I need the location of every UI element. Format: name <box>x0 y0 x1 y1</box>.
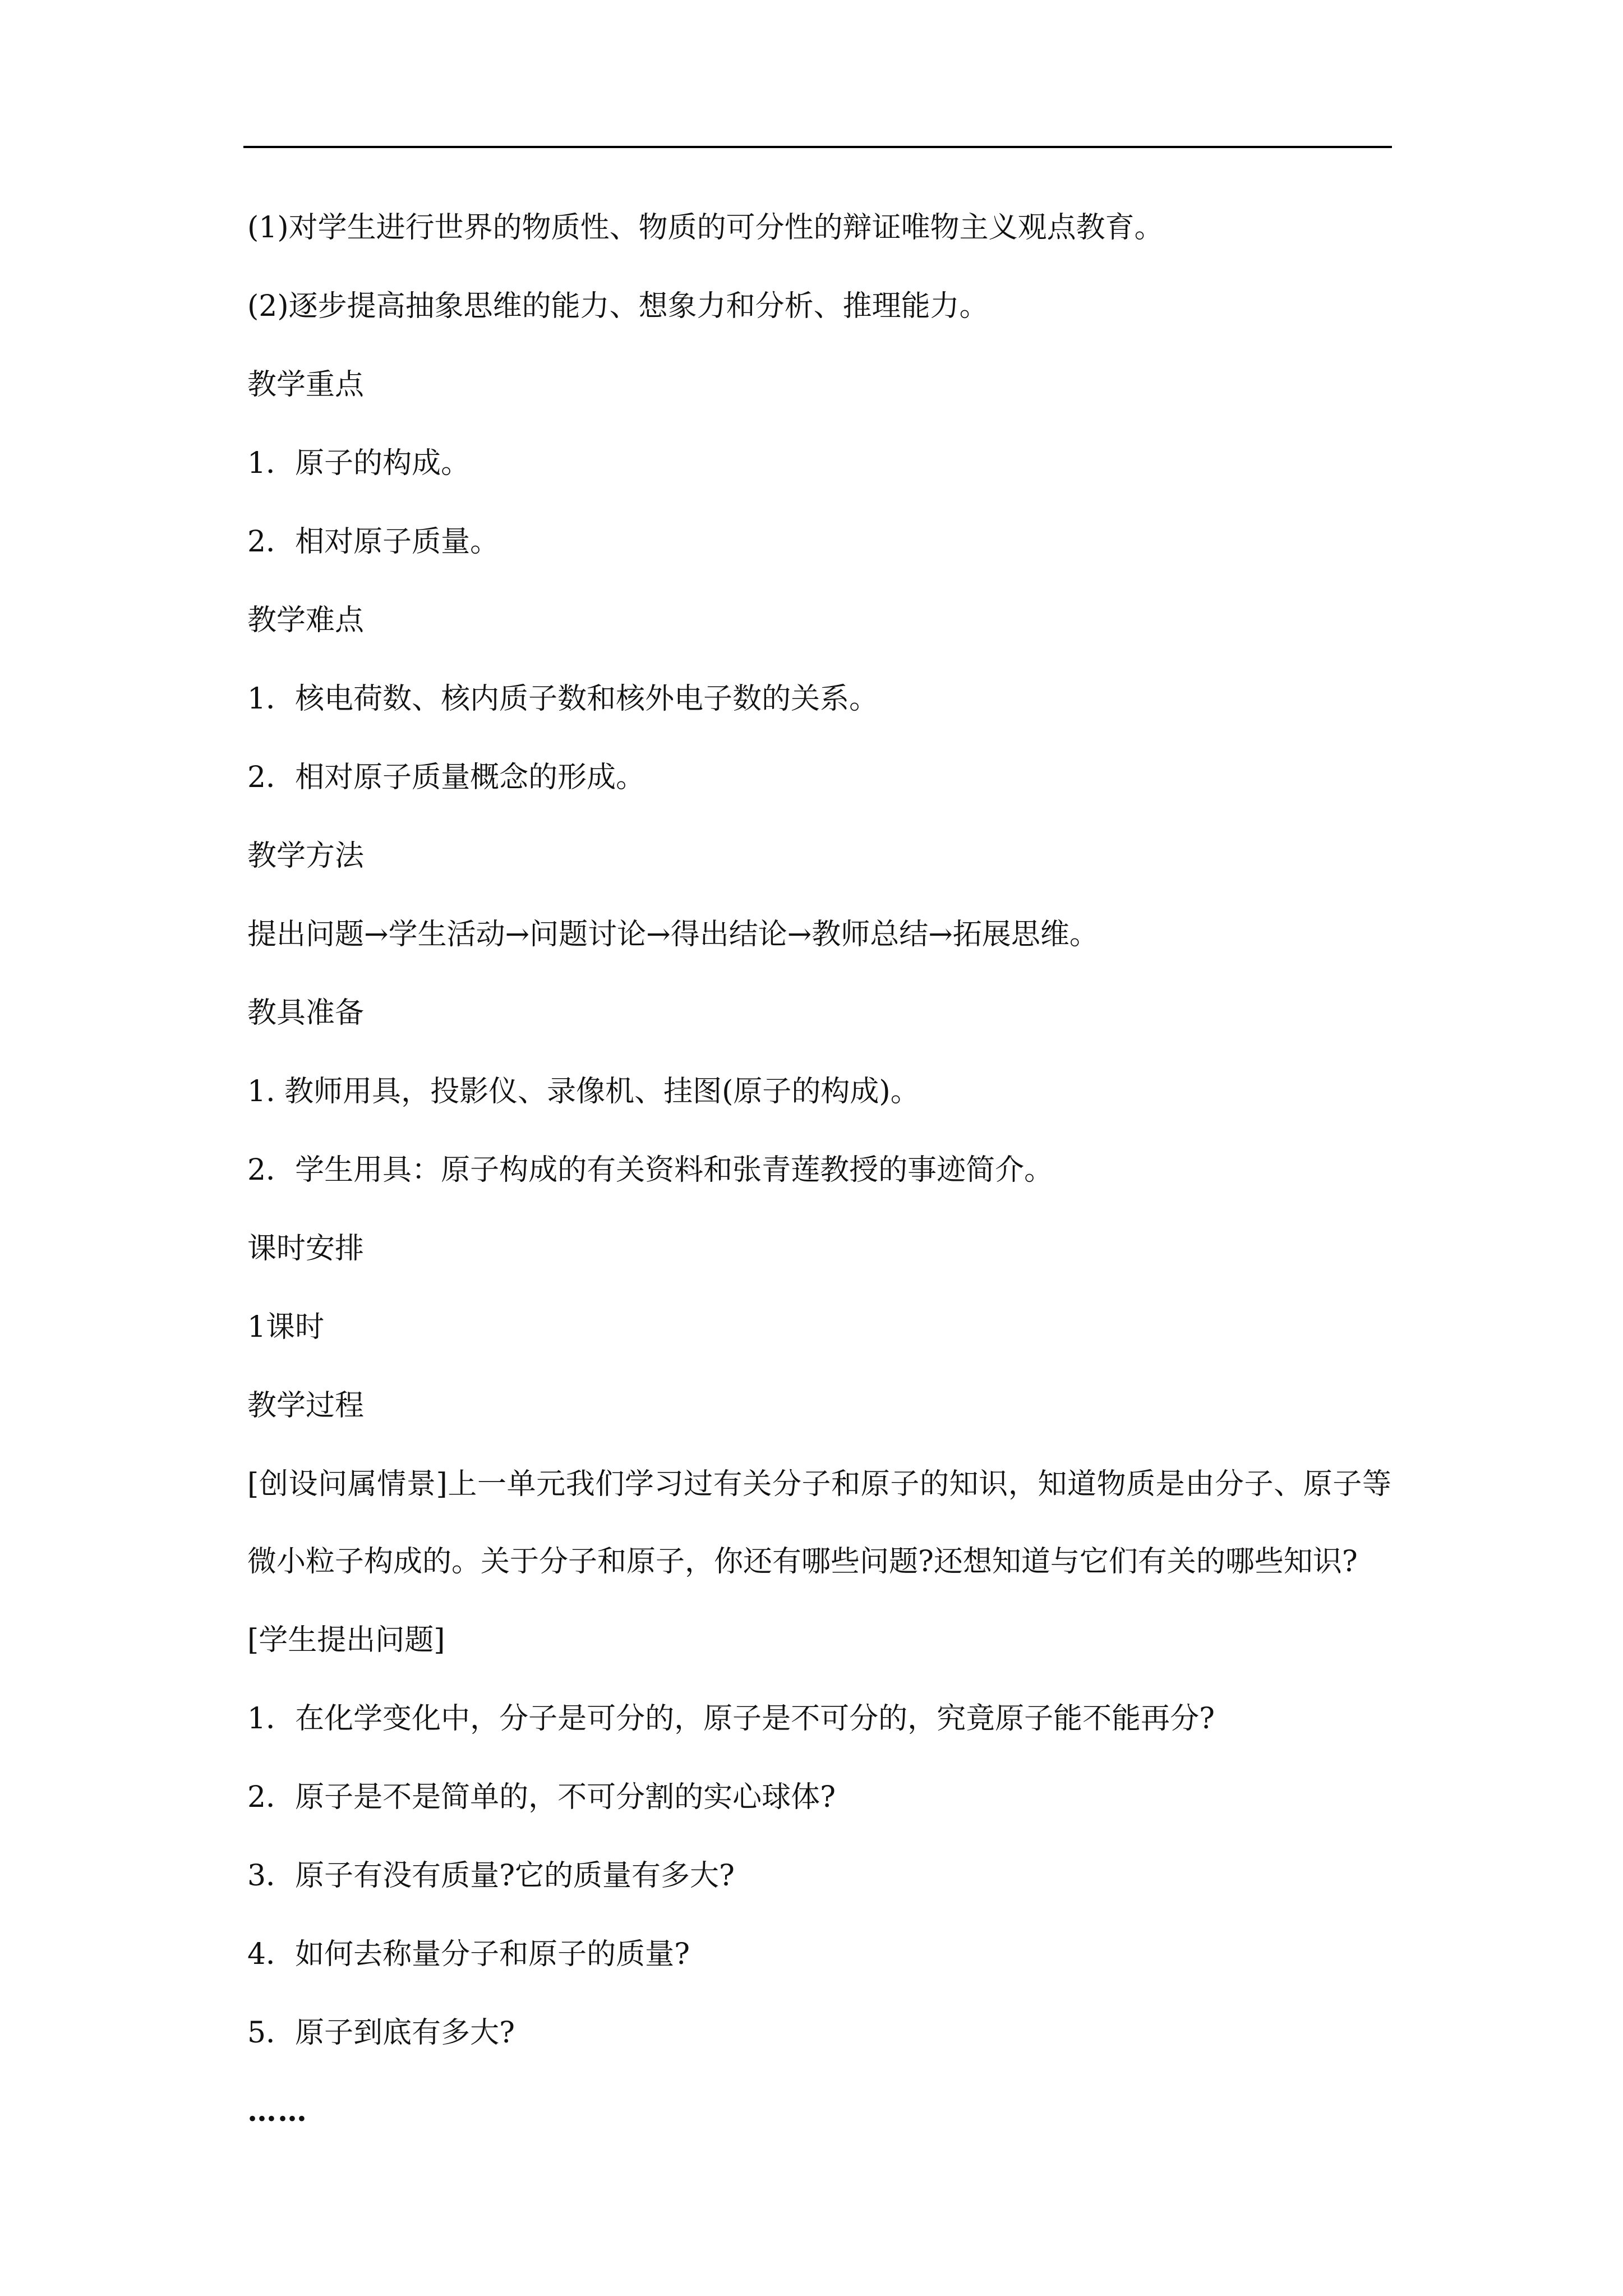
difficulty-1: 1．核电荷数、核内质子数和核外电子数的关系。 <box>247 682 879 716</box>
section-heading-difficulties: 教学难点 <box>247 604 365 637</box>
objective-1: (1)对学生进行世界的物质性、物质的可分性的辩证唯物主义观点教育。 <box>247 211 1164 245</box>
section-heading-methods: 教学方法 <box>247 839 365 873</box>
method-flow: 提出问题→学生活动→问题讨论→得出结论→教师总结→拓展思维。 <box>247 918 1099 951</box>
objective-2: (2)逐步提高抽象思维的能力、想象力和分析、推理能力。 <box>247 289 989 323</box>
ellipsis: …… <box>247 2094 308 2128</box>
schedule-value: 1课时 <box>247 1310 325 1344</box>
key-point-1: 1．原子的构成。 <box>247 447 471 480</box>
question-2: 2．原子是不是简单的，不可分割的实心球体? <box>247 1780 836 1814</box>
header-rule <box>243 146 1392 148</box>
material-student: 2．学生用具：原子构成的有关资料和张青莲教授的事迹简介。 <box>247 1153 1054 1187</box>
section-heading-process: 教学过程 <box>247 1389 365 1423</box>
difficulty-2: 2．相对原子质量概念的形成。 <box>247 761 645 794</box>
question-1: 1．在化学变化中，分子是可分的，原子是不可分的，究竟原子能不能再分? <box>247 1702 1215 1736</box>
scenario-paragraph: [创设问属情景]上一单元我们学习过有关分子和原子的知识，知道物质是由分子、原子等微小粒子构成的。关于分子和原子，你还有哪些问题?还想知道与它们有关的哪些知识? <box>247 1467 1391 1579</box>
student-questions-heading: [学生提出问题] <box>247 1623 445 1657</box>
question-4: 4．如何去称量分子和原子的质量? <box>247 1938 690 1971</box>
material-teacher: 1. 教师用具，投影仪、录像机、挂图(原子的构成)。 <box>247 1075 920 1108</box>
question-3: 3．原子有没有质量?它的质量有多大? <box>247 1859 735 1893</box>
section-heading-key-points: 教学重点 <box>247 368 365 402</box>
key-point-2: 2．相对原子质量。 <box>247 525 500 559</box>
section-heading-schedule: 课时安排 <box>247 1232 365 1266</box>
question-5: 5．原子到底有多大? <box>247 2016 515 2050</box>
document-body <box>247 208 1391 2170</box>
section-heading-materials: 教具准备 <box>247 996 365 1030</box>
